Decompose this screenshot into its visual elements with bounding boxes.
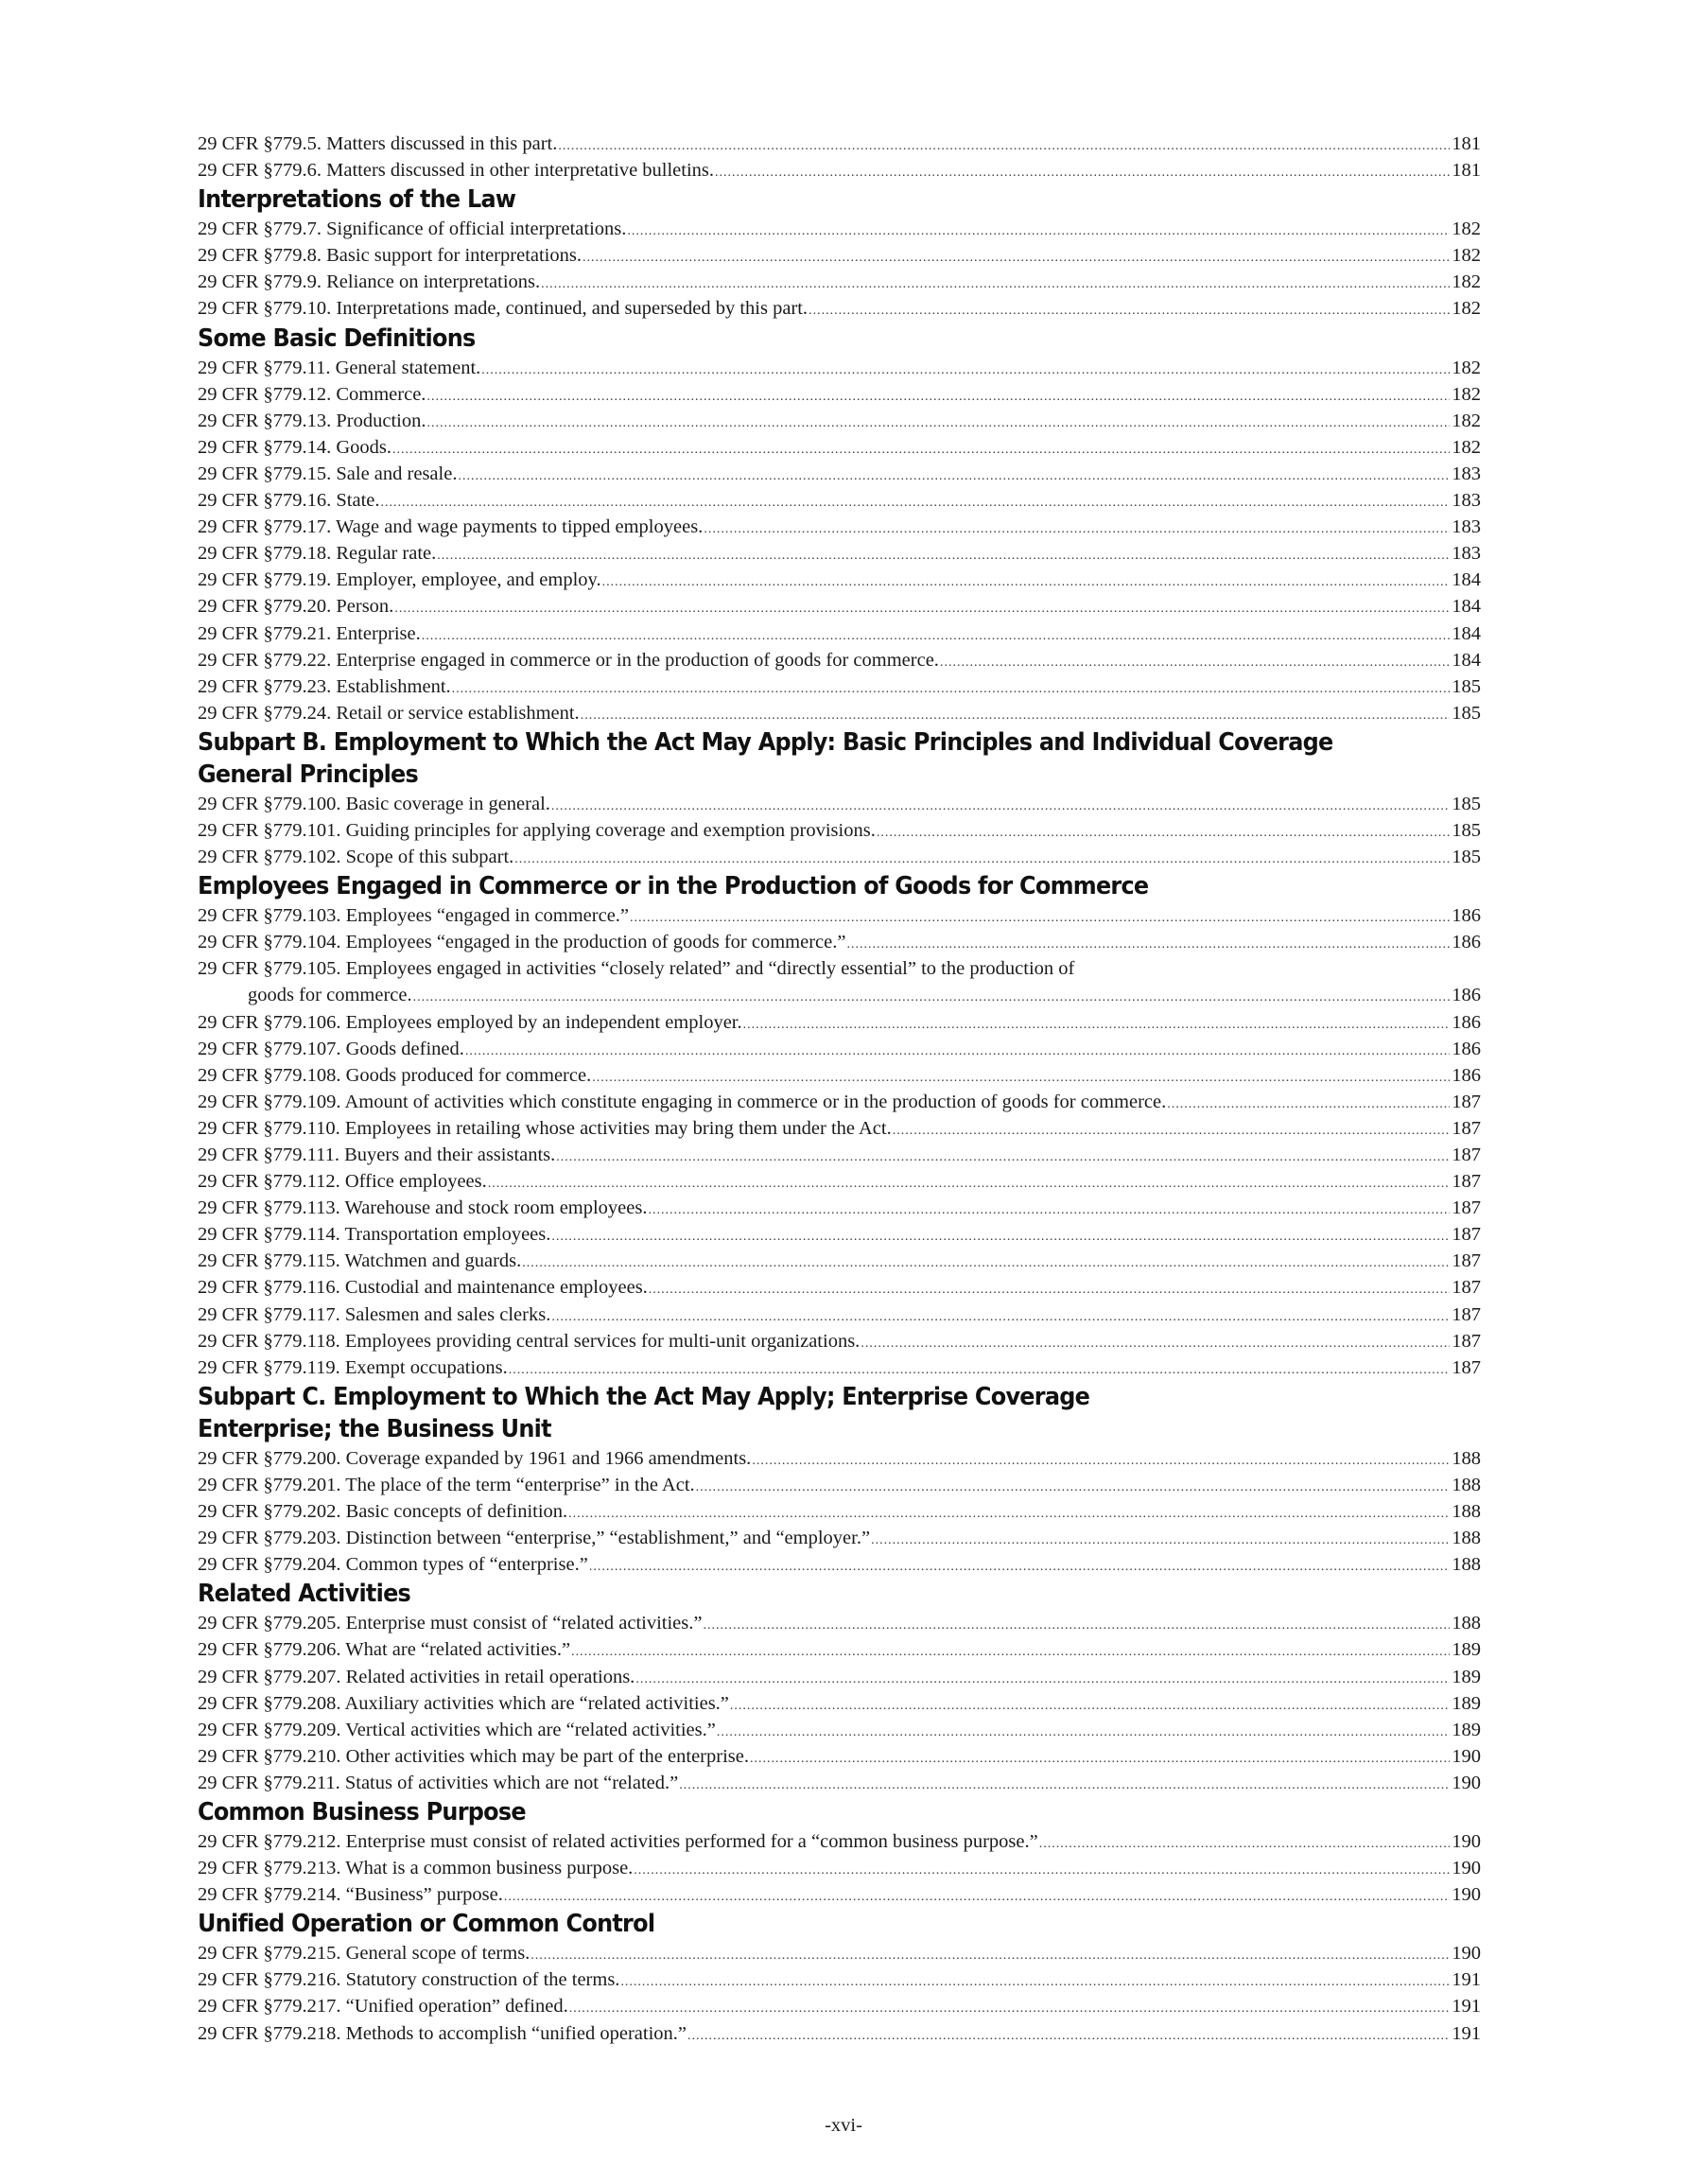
- dot-leader: [717, 1720, 1450, 1743]
- toc-entry-title: 29 CFR §779.200. Coverage expanded by 1961 and 1966 amendments.: [198, 1447, 752, 1469]
- dot-leader: [558, 133, 1450, 157]
- toc-entry-title: 29 CFR §779.209. Vertical activities which are “related activities.”: [198, 1719, 716, 1740]
- dot-leader: [687, 2023, 1450, 2047]
- toc-entry-page: 187: [1452, 1250, 1481, 1272]
- dot-leader: [426, 411, 1450, 434]
- dot-leader: [620, 1969, 1450, 1993]
- toc-entry-title: 29 CFR §779.110. Employees in retailing whose activities may bring them under the Act.: [198, 1117, 892, 1139]
- toc-entry-title: 29 CFR §779.118. Employees providing central services for multi-unit organizations.: [198, 1330, 861, 1352]
- toc-entry-title: 29 CFR §779.117. Salesmen and sales clerks.: [198, 1303, 551, 1325]
- dot-leader: [583, 245, 1450, 269]
- dot-leader: [730, 1693, 1450, 1717]
- toc-entry[interactable]: [198, 1472, 1481, 1498]
- dot-leader: [679, 1773, 1450, 1796]
- toc-entry-page: 190: [1452, 1772, 1481, 1793]
- dot-leader: [530, 1943, 1450, 1966]
- toc-entry[interactable]: [198, 381, 1481, 408]
- toc-entry-page: 190: [1452, 1884, 1481, 1906]
- dot-leader: [715, 160, 1450, 183]
- toc-entry-title: 29 CFR §779.8. Basic support for interpretations.: [198, 245, 582, 267]
- toc-entry-page: 188: [1452, 1554, 1481, 1576]
- toc-entry-title: 29 CFR §779.119. Exempt occupations.: [198, 1356, 508, 1378]
- toc-entry-title: 29 CFR §779.111. Buyers and their assistants.: [198, 1144, 556, 1165]
- dot-leader: [696, 1475, 1451, 1498]
- toc-entry[interactable]: [198, 1062, 1481, 1089]
- toc-entry-title: 29 CFR §779.115. Watchmen and guards.: [198, 1250, 522, 1272]
- dot-leader: [1167, 1092, 1450, 1115]
- toc-entry-title: 29 CFR §779.19. Employer, employee, and employ.: [198, 569, 601, 591]
- toc-entry-title: 29 CFR §779.208. Auxiliary activities which are “related activities.”: [198, 1692, 729, 1714]
- toc-entry-title: 29 CFR §779.210. Other activities which may be part of the enterprise.: [198, 1745, 749, 1767]
- toc-entry-page: 185: [1452, 793, 1481, 814]
- toc-entry-title: 29 CFR §779.10. Interpretations made, continued, and superseded by this part.: [198, 298, 809, 320]
- dot-leader: [514, 847, 1450, 870]
- toc-entry[interactable]: [198, 647, 1481, 673]
- toc-entry-page: 190: [1452, 1830, 1481, 1852]
- toc-entry[interactable]: [198, 1881, 1481, 1908]
- toc-entry-page: 187: [1452, 1091, 1481, 1112]
- toc-entry-page: 187: [1452, 1330, 1481, 1352]
- toc-entry[interactable]: [198, 1636, 1481, 1663]
- toc-entry[interactable]: [198, 1221, 1481, 1248]
- toc-entry[interactable]: [198, 1743, 1481, 1770]
- toc-entry[interactable]: [198, 1142, 1481, 1168]
- dot-leader: [1039, 1831, 1451, 1855]
- dot-leader: [458, 463, 1450, 487]
- toc-entry-page: 182: [1452, 357, 1481, 378]
- toc-entry[interactable]: [198, 1168, 1481, 1195]
- toc-entry[interactable]: [198, 1828, 1481, 1855]
- toc-entry[interactable]: [198, 216, 1481, 242]
- toc-entry-page: 190: [1452, 1858, 1481, 1879]
- toc-entry-title: 29 CFR §779.206. What are “related activities.”: [198, 1639, 571, 1661]
- toc-entry-page: 190: [1452, 1943, 1481, 1965]
- toc-entry[interactable]: [198, 514, 1481, 540]
- toc-entry-title: 29 CFR §779.109. Amount of activities which constitute engaging in commerce or in the production of goods for commerce.: [198, 1091, 1167, 1112]
- dot-leader: [437, 543, 1450, 567]
- toc-entry-page: 182: [1452, 218, 1481, 240]
- toc-entry-title: 29 CFR §779.202. Basic concepts of definition.: [198, 1501, 568, 1523]
- dot-leader: [649, 1277, 1450, 1301]
- toc-entry[interactable]: [198, 1855, 1481, 1881]
- dot-leader: [426, 384, 1450, 408]
- toc-entry-page: 182: [1452, 298, 1481, 320]
- section-heading-interpretations-of-the-law: Interpretations of the Law: [198, 185, 516, 215]
- toc-entry-title: 29 CFR §779.211. Status of activities which are not “related.”: [198, 1772, 679, 1793]
- toc-entry-page: 186: [1452, 905, 1481, 927]
- section-heading-related-activities: Related Activities: [198, 1580, 411, 1609]
- toc-entry-title: 29 CFR §779.215. General scope of terms.: [198, 1943, 530, 1965]
- toc-entry[interactable]: [198, 929, 1481, 955]
- toc-entry[interactable]: [198, 295, 1481, 322]
- dot-leader: [568, 1501, 1450, 1525]
- toc-entry-page: 187: [1452, 1171, 1481, 1193]
- toc-entry-title: 29 CFR §779.15. Sale and resale.: [198, 463, 458, 484]
- toc-entry-page: 189: [1452, 1719, 1481, 1740]
- toc-entry-title: 29 CFR §779.16. State.: [198, 490, 380, 512]
- toc-entry-title: 29 CFR §779.112. Office employees.: [198, 1171, 487, 1193]
- toc-entry[interactable]: [198, 673, 1481, 700]
- toc-entry-page: 190: [1452, 1745, 1481, 1767]
- toc-entry-page: 184: [1452, 596, 1481, 618]
- toc-entry[interactable]: [198, 269, 1481, 295]
- section-heading-enterprise-the-business-unit: Enterprise; the Business Unit: [198, 1414, 551, 1443]
- toc-entry[interactable]: [198, 844, 1481, 870]
- toc-entry-title: 29 CFR §779.14. Goods.: [198, 436, 392, 458]
- toc-entry-page: 187: [1452, 1117, 1481, 1139]
- dot-leader: [381, 490, 1451, 514]
- toc-entry-page: 186: [1452, 985, 1481, 1006]
- section-heading-subpart-b-employment-to-which-the-act-ma: Subpart B. Employment to Which the Act May Apply: Basic Principles and Individual Coverage: [198, 727, 1333, 757]
- toc-entry-page: 183: [1452, 543, 1481, 565]
- toc-entry-title: 29 CFR §779.102. Scope of this subpart.: [198, 847, 514, 868]
- toc-entry[interactable]: [198, 1551, 1481, 1578]
- toc-entry[interactable]: [198, 2020, 1481, 2047]
- toc-entry-page: 191: [1452, 1969, 1481, 1991]
- dot-leader: [648, 1197, 1450, 1221]
- dot-leader: [627, 218, 1450, 242]
- section-heading-subpart-c-employment-to-which-the-act-ma: Subpart C. Employment to Which the Act May Apply; Enterprise Coverage: [198, 1382, 1090, 1411]
- toc-entry-page: 187: [1452, 1303, 1481, 1325]
- toc-entry-title: 29 CFR §779.23. Establishment.: [198, 675, 451, 697]
- toc-entry-title: 29 CFR §779.13. Production.: [198, 410, 426, 431]
- dot-leader: [571, 1639, 1450, 1663]
- toc-entry-title: 29 CFR §779.100. Basic coverage in general.: [198, 793, 550, 814]
- toc-entry-title: 29 CFR §779.20. Person.: [198, 596, 394, 618]
- toc-entry[interactable]: [198, 1717, 1481, 1743]
- toc-entry-title-continued: goods for commerce.: [248, 985, 412, 1006]
- toc-entry-title: 29 CFR §779.207. Related activities in retail operations.: [198, 1666, 635, 1687]
- toc-entry-page: 182: [1452, 436, 1481, 458]
- toc-entry-title: 29 CFR §779.17. Wage and wage payments to tipped employees.: [198, 516, 704, 538]
- toc-entry-page: 184: [1452, 569, 1481, 591]
- toc-entry[interactable]: [198, 1445, 1481, 1472]
- toc-entry[interactable]: [198, 131, 1481, 157]
- toc-entry-title: 29 CFR §779.106. Employees employed by an independent employer.: [198, 1011, 742, 1033]
- toc-entry-title: 29 CFR §779.216. Statutory construction of the terms.: [198, 1969, 620, 1991]
- toc-entry-title: 29 CFR §779.205. Enterprise must consist of “related activities.”: [198, 1613, 703, 1634]
- toc-entry-title: 29 CFR §779.218. Methods to accomplish “unified operation.”: [198, 2022, 687, 2044]
- dot-leader: [752, 1448, 1450, 1472]
- toc-entry-page: 183: [1452, 516, 1481, 538]
- toc-entry-title: 29 CFR §779.21. Enterprise.: [198, 622, 421, 644]
- dot-leader: [871, 1528, 1450, 1551]
- toc-entry-title: 29 CFR §779.6. Matters discussed in other interpretative bulletins.: [198, 160, 715, 182]
- toc-entry-page: 184: [1452, 622, 1481, 644]
- toc-entry-page: 185: [1452, 702, 1481, 724]
- toc-entry[interactable]: [198, 1664, 1481, 1690]
- toc-entry[interactable]: [198, 1036, 1481, 1062]
- dot-leader: [392, 437, 1450, 461]
- toc-entry-title: 29 CFR §779.7. Significance of official interpretations.: [198, 218, 627, 240]
- toc-entry-page: 182: [1452, 383, 1481, 405]
- section-heading-general-principles: General Principles: [198, 760, 419, 789]
- toc-entry-page: 189: [1452, 1692, 1481, 1714]
- toc-entry[interactable]: [198, 1690, 1481, 1717]
- dot-leader: [630, 905, 1450, 929]
- section-heading-employees-engaged-in-commerce-or-in-the-: Employees Engaged in Commerce or in the Production of Goods for Commerce: [198, 872, 1149, 901]
- dot-leader: [481, 358, 1450, 381]
- toc-entry[interactable]: [198, 1966, 1481, 1993]
- dot-leader: [893, 1118, 1451, 1142]
- toc-entry-title: 29 CFR §779.101. Guiding principles for applying coverage and exemption provisions.: [198, 819, 876, 841]
- toc-entry-page: 186: [1452, 1038, 1481, 1059]
- toc-entry-title: 29 CFR §779.107. Goods defined.: [198, 1038, 464, 1059]
- toc-entry-page: 187: [1452, 1224, 1481, 1246]
- toc-entry-page: 187: [1452, 1277, 1481, 1299]
- toc-entry[interactable]: [198, 1248, 1481, 1274]
- toc-entry-page: 183: [1452, 463, 1481, 484]
- toc-entry[interactable]: [198, 700, 1481, 726]
- dot-leader: [465, 1039, 1450, 1062]
- dot-leader: [634, 1858, 1450, 1881]
- toc-entry-title: 29 CFR §779.213. What is a common business purpose.: [198, 1858, 634, 1879]
- toc-entry-title: 29 CFR §779.103. Employees “engaged in commerce.”: [198, 905, 630, 927]
- toc-entry-title: 29 CFR §779.11. General statement.: [198, 357, 481, 378]
- toc-entry[interactable]: [198, 408, 1481, 434]
- toc-entry-page: 186: [1452, 1064, 1481, 1086]
- toc-entry[interactable]: [198, 242, 1481, 269]
- toc-entry-page: 181: [1452, 160, 1481, 182]
- dot-leader: [413, 985, 1451, 1008]
- toc-entry[interactable]: [198, 1940, 1481, 1966]
- toc-entry-page: 191: [1452, 1996, 1481, 2018]
- toc-entry-page: 187: [1452, 1356, 1481, 1378]
- dot-leader: [703, 1613, 1450, 1636]
- toc-entry[interactable]: [198, 1009, 1481, 1036]
- dot-leader: [541, 271, 1450, 295]
- dot-leader: [704, 516, 1450, 540]
- toc-entry[interactable]: [198, 902, 1481, 929]
- toc-entry[interactable]: [198, 1195, 1481, 1221]
- dot-leader: [394, 596, 1450, 620]
- toc-entry-title: 29 CFR §779.9. Reliance on interpretations.: [198, 271, 541, 293]
- toc-entry-title: 29 CFR §779.113. Warehouse and stock room employees.: [198, 1197, 648, 1219]
- table-of-contents: [198, 131, 1481, 2047]
- toc-entry-title: 29 CFR §779.104. Employees “engaged in the production of goods for commerce.”: [198, 932, 846, 953]
- toc-entry-title: 29 CFR §779.24. Retail or service establishment.: [198, 702, 580, 724]
- toc-entry[interactable]: [198, 434, 1481, 461]
- toc-entry-page: 183: [1452, 490, 1481, 512]
- toc-entry-title: 29 CFR §779.108. Goods produced for commerce.: [198, 1064, 592, 1086]
- toc-entry-page: 182: [1452, 245, 1481, 267]
- toc-entry-title: 29 CFR §779.12. Commerce.: [198, 383, 426, 405]
- toc-entry-page: 188: [1452, 1447, 1481, 1469]
- toc-entry[interactable]: [198, 157, 1481, 183]
- toc-entry[interactable]: [198, 593, 1481, 620]
- dot-leader: [877, 820, 1450, 844]
- dot-leader: [592, 1065, 1450, 1089]
- dot-leader: [488, 1171, 1450, 1195]
- toc-entry-title: 29 CFR §779.5. Matters discussed in this part.: [198, 133, 558, 154]
- toc-entry-title: 29 CFR §779.22. Enterprise engaged in commerce or in the production of goods for commerce.: [198, 649, 939, 671]
- dot-leader: [569, 1996, 1451, 2019]
- toc-entry-page: 184: [1452, 649, 1481, 671]
- toc-entry-page: 188: [1452, 1501, 1481, 1523]
- toc-entry-page: 185: [1452, 675, 1481, 697]
- toc-entry-page: 182: [1452, 410, 1481, 431]
- toc-entry-page: 187: [1452, 1144, 1481, 1165]
- toc-entry-page: 181: [1452, 133, 1481, 154]
- dot-leader: [551, 1304, 1450, 1328]
- dot-leader: [809, 298, 1450, 322]
- dot-leader: [750, 1746, 1450, 1770]
- dot-leader: [452, 676, 1451, 700]
- toc-entry[interactable]: [198, 1993, 1481, 2019]
- toc-entry[interactable]: [198, 1115, 1481, 1142]
- toc-entry[interactable]: [198, 817, 1481, 844]
- dot-leader: [581, 703, 1451, 726]
- toc-entry-title: 29 CFR §779.18. Regular rate.: [198, 543, 437, 565]
- toc-entry[interactable]: [198, 355, 1481, 381]
- dot-leader: [635, 1667, 1450, 1690]
- toc-entry[interactable]: [198, 567, 1481, 593]
- dot-leader: [551, 1224, 1450, 1248]
- toc-entry[interactable]: [198, 955, 1481, 1008]
- dot-leader: [602, 569, 1451, 593]
- toc-entry[interactable]: [198, 1770, 1481, 1796]
- dot-leader: [504, 1884, 1450, 1908]
- toc-entry-title: 29 CFR §779.105. Employees engaged in activities “closely related” and “directly essential” to the production of: [198, 958, 1075, 980]
- toc-entry[interactable]: [198, 620, 1481, 647]
- toc-entry-page: 188: [1452, 1474, 1481, 1495]
- toc-entry[interactable]: [198, 1328, 1481, 1354]
- toc-entry-title: 29 CFR §779.217. “Unified operation” defined.: [198, 1996, 568, 2018]
- dot-leader: [743, 1012, 1451, 1036]
- dot-leader: [509, 1357, 1450, 1381]
- toc-entry-page: 187: [1452, 1197, 1481, 1219]
- toc-entry-title: 29 CFR §779.116. Custodial and maintenance employees.: [198, 1277, 648, 1299]
- toc-entry-title: 29 CFR §779.203. Distinction between “enterprise,” “establishment,” and “employer.”: [198, 1528, 871, 1549]
- page-number: -xvi-: [825, 2115, 862, 2136]
- toc-entry-title: 29 CFR §779.204. Common types of “enterprise.”: [198, 1554, 588, 1576]
- toc-entry[interactable]: [198, 487, 1481, 514]
- section-heading-unified-operation-or-common-control: Unified Operation or Common Control: [198, 1910, 655, 1939]
- section-heading-some-basic-definitions: Some Basic Definitions: [198, 323, 476, 353]
- dot-leader: [846, 932, 1450, 955]
- toc-entry[interactable]: [198, 1274, 1481, 1301]
- toc-entry-title: 29 CFR §779.201. The place of the term “enterprise” in the Act.: [198, 1474, 695, 1495]
- section-heading-common-business-purpose: Common Business Purpose: [198, 1797, 526, 1826]
- toc-entry[interactable]: [198, 1610, 1481, 1636]
- dot-leader: [422, 623, 1451, 647]
- toc-entry[interactable]: [198, 461, 1481, 487]
- toc-entry-page: 188: [1452, 1613, 1481, 1634]
- toc-entry-page: 185: [1452, 819, 1481, 841]
- toc-entry-page: 189: [1452, 1666, 1481, 1687]
- toc-entry-page: 182: [1452, 271, 1481, 293]
- toc-entry[interactable]: [198, 1089, 1481, 1115]
- toc-entry-page: 186: [1452, 1011, 1481, 1033]
- toc-entry[interactable]: [198, 1302, 1481, 1328]
- dot-leader: [522, 1250, 1450, 1274]
- toc-entry-page: 186: [1452, 932, 1481, 953]
- toc-entry-title: 29 CFR §779.214. “Business” purpose.: [198, 1884, 503, 1906]
- toc-entry-title: 29 CFR §779.212. Enterprise must consist of related activities performed for a “common business purpose.”: [198, 1830, 1038, 1852]
- toc-entry-title: 29 CFR §779.114. Transportation employees.: [198, 1224, 551, 1246]
- toc-entry[interactable]: [198, 791, 1481, 817]
- toc-entry-page: 188: [1452, 1528, 1481, 1549]
- toc-entry[interactable]: [198, 1354, 1481, 1381]
- toc-entry-page: 191: [1452, 2022, 1481, 2044]
- toc-entry-page: 189: [1452, 1639, 1481, 1661]
- dot-leader: [940, 650, 1450, 673]
- dot-leader: [551, 794, 1450, 817]
- toc-entry[interactable]: [198, 540, 1481, 567]
- dot-leader: [861, 1331, 1450, 1354]
- dot-leader: [589, 1554, 1450, 1578]
- toc-entry[interactable]: [198, 1525, 1481, 1551]
- dot-leader: [556, 1144, 1450, 1168]
- toc-entry[interactable]: [198, 1498, 1481, 1525]
- toc-entry-page: 185: [1452, 847, 1481, 868]
